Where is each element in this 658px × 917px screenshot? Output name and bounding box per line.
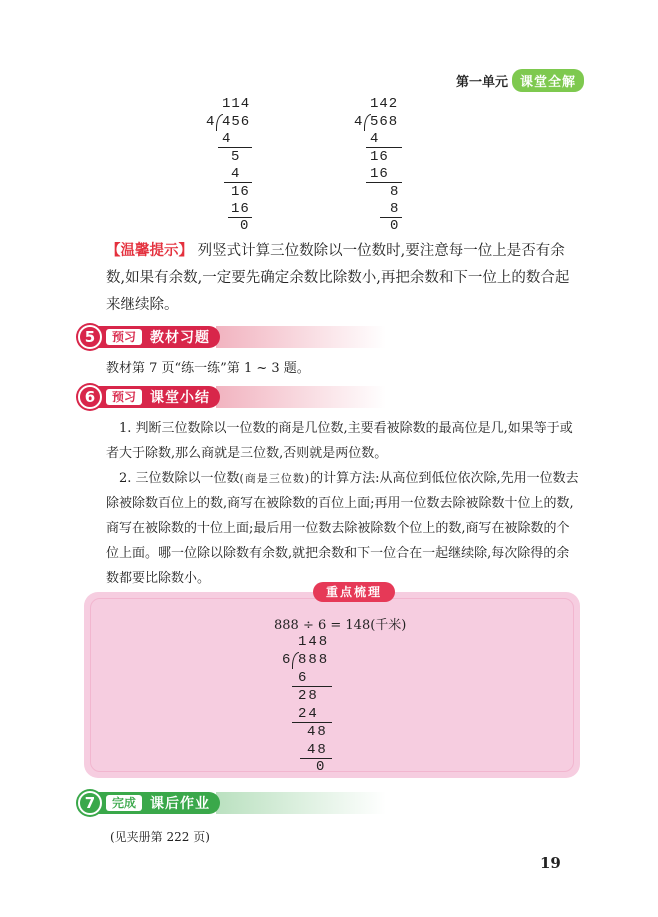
step-rule: [366, 147, 402, 148]
step: 48: [307, 724, 328, 740]
step: 28: [298, 688, 319, 704]
step: 4: [231, 166, 240, 182]
step: 16: [231, 201, 250, 217]
section-6-header: [78, 384, 386, 410]
key-equation: 888 ÷ 6 = 148(千米): [274, 618, 407, 633]
section-fade: [216, 326, 386, 348]
section-number: 7: [78, 791, 102, 815]
step: 0: [316, 759, 325, 775]
section-tag: 完成: [106, 795, 142, 811]
section-title: 课堂小结: [150, 390, 211, 406]
page-header: [456, 69, 584, 92]
summary-point-2-note: (商是三位数): [239, 472, 311, 485]
step: 16: [370, 149, 389, 165]
step-rule: [292, 722, 332, 723]
step: 24: [298, 706, 319, 722]
divisor: 4: [354, 114, 363, 130]
long-division-888: [278, 634, 358, 774]
section-fade: [216, 792, 386, 814]
step: 6: [298, 670, 307, 686]
key-points-box: [84, 585, 580, 778]
step: 0: [240, 218, 249, 234]
step-rule: [224, 182, 252, 183]
section-tag: 预习: [106, 329, 142, 345]
quotient: 142: [370, 96, 399, 112]
step-rule: [218, 147, 252, 148]
quotient: 114: [222, 96, 251, 112]
step: 4: [370, 131, 379, 147]
section-bar: [96, 792, 220, 814]
step: 16: [231, 184, 250, 200]
section-bar: [96, 386, 220, 408]
section-tag: 预习: [106, 389, 142, 405]
step: 0: [390, 218, 399, 234]
step-rule: [292, 686, 332, 687]
tip-text: 列竖式计算三位数除以一位数时,要注意每一位上是否有余数,如果有余数,一定要先确定余数比除数小,再把余数和下一位上的数合起来继续除。: [106, 243, 570, 313]
brand-badge: 课堂全解: [512, 69, 584, 92]
summary-point-2: [106, 466, 582, 591]
dividend: 456: [222, 114, 251, 130]
step: 8: [390, 184, 399, 200]
section-7-header: [78, 790, 386, 816]
section-5-header: [78, 324, 386, 350]
step: 5: [231, 149, 240, 165]
dividend: 888: [298, 652, 330, 668]
summary-point-2-rest: 的计算方法:从高位到低位依次除,先用一位数去除被除数百位上的数,商写在被除数的百位上面;再用一位数去除被除数十位上的数,商写在被除数的十位上面;最后用一位数去除被除数个位上的数,商写在被除数的个位上面。哪一位除以除数有余数,就把余数和下一位合在一起继续除,每次除得的余数都要比除数小。: [106, 471, 579, 586]
section-title: 课后作业: [150, 796, 211, 812]
section-number: 5: [78, 325, 102, 349]
step: 16: [370, 166, 389, 182]
section-fade: [216, 386, 386, 408]
step-rule: [366, 182, 402, 183]
homework-reference: (见夹册第 222 页): [110, 830, 210, 844]
page-number: 19: [540, 854, 561, 872]
section-title: 教材习题: [150, 330, 211, 346]
summary-point-2-lead: 2. 三位数除以一位数: [119, 471, 240, 486]
warm-tip: [106, 238, 581, 319]
divisor: 4: [206, 114, 215, 130]
section-bar: [96, 326, 220, 348]
key-points-tag: 重点梳理: [313, 582, 395, 602]
section-number: 6: [78, 385, 102, 409]
tip-label: 【温馨提示】: [106, 243, 193, 259]
summary-point-1: 1. 判断三位数除以一位数的商是几位数,主要看被除数的最高位是几,如果等于或者大于除数,那么商就是三位数,否则就是两位数。: [106, 421, 573, 461]
quotient: 148: [298, 634, 330, 650]
divisor: 6: [282, 652, 291, 668]
step: 48: [307, 742, 328, 758]
step: 4: [222, 131, 231, 147]
step: 8: [390, 201, 399, 217]
section-5-body: 教材第 7 页“练一练”第 1 ~ 3 题。: [106, 361, 310, 376]
long-division-456: [200, 96, 280, 236]
dividend: 568: [370, 114, 399, 130]
long-division-568: [350, 96, 430, 236]
unit-label: 第一单元: [455, 75, 508, 90]
